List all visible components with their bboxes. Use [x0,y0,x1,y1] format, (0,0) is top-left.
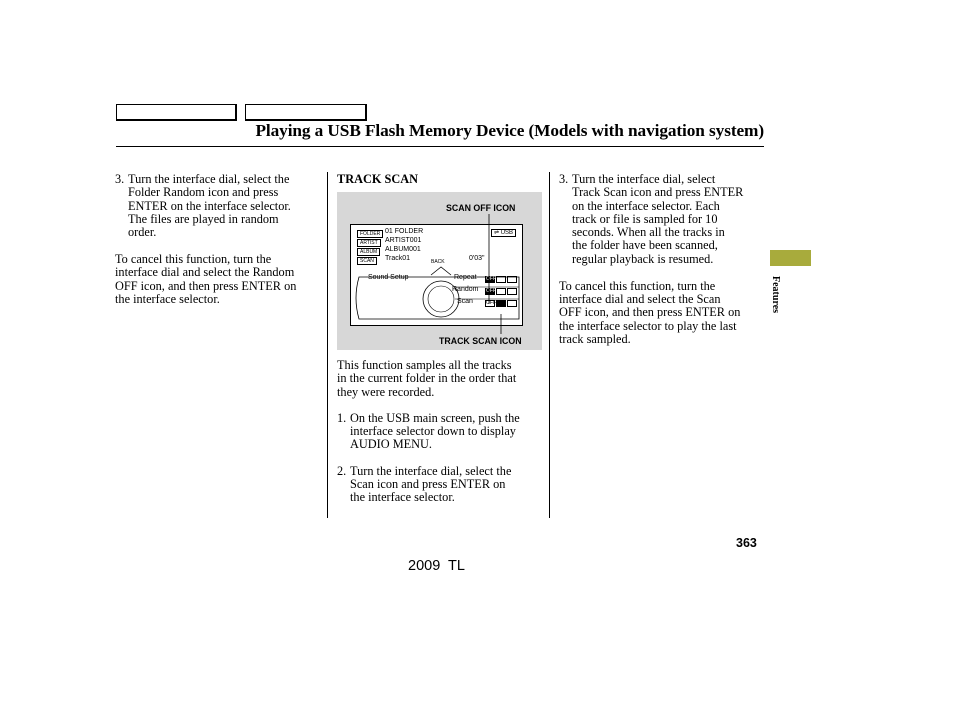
section-label [767,276,783,336]
text-line: To cancel this function, turn the [559,278,716,293]
left-cancel-paragraph [115,253,325,306]
section-tab [770,250,811,266]
text-line: AUDIO MENU. [350,437,432,452]
text-line: ENTER on the interface selector. [128,198,291,213]
right-column [559,173,765,346]
folder-value: 01 FOLDER [385,228,424,235]
header-tab-box-1 [116,104,237,121]
sound-setup-label: Sound Setup [368,274,409,281]
text-line: OFF icon, and then press ENTER on [559,305,741,320]
text-line: they were recorded. [337,384,435,399]
text-line: Turn the interface dial, select the [350,463,512,478]
text-line: regular playback is resumed. [572,251,714,266]
text-line: seconds. When all the tracks in [572,225,725,240]
text-line: interface selector down to display [350,424,516,439]
text-line: Track Scan icon and press ENTER [572,185,744,200]
page-title: Playing a USB Flash Memory Device (Models with navigation system) [255,121,764,140]
album-tag: ALBUM [357,248,380,256]
text-line: interface dial and select the Random [115,265,295,280]
middle-step-2 [337,465,547,505]
callout-lines [337,192,542,350]
usb-label: USB [500,230,514,236]
text-line: interface dial and select the Scan [559,291,721,306]
scan-label: Scan [457,298,473,305]
text-line: Turn the interface dial, select [572,172,716,186]
repeat-label: Repeat [454,274,477,281]
step-number: 3. [115,172,125,186]
step-number: 1. [337,410,347,425]
scan-tag: SCAN [357,257,377,265]
text-line: This function samples all the tracks [337,358,512,372]
right-step-3 [559,173,765,266]
middle-step-1 [337,412,547,452]
text-line: The files are played in random [128,211,279,226]
random-off-icon: OFF [486,288,496,294]
section-heading: TRACK SCAN [337,172,418,186]
album-value: ALBUM001 [385,246,421,253]
scan-off-icon-caption: SCAN OFF ICON [446,203,516,213]
text-line: Folder Random icon and press [128,185,279,200]
repeat-off-icon: OFF [486,276,496,282]
random-label: Random [452,286,479,293]
column-divider-right [549,172,550,518]
intro-paragraph [337,359,547,399]
text-line: track sampled. [559,331,631,346]
text-line: on the interface selector. Each [572,198,720,213]
title-rule [116,146,764,147]
right-cancel-paragraph [559,280,765,346]
step-number: 2. [337,463,347,478]
section-label-text: Features [770,276,781,314]
usb-icon: ⇌ [494,230,500,236]
text-line: in the current folder in the order that [337,371,517,386]
text-line: order. [128,225,157,240]
track-value: Track01 [385,255,411,262]
text-line: the folder have been scanned, [572,238,718,253]
artist-value: ARTIST001 [385,237,422,244]
left-step-3 [115,173,325,239]
artist-tag: ARTIST [357,239,381,247]
text-line: the interface selector to play the last [559,318,737,333]
text-line: Turn the interface dial, select the [128,172,290,186]
scan-off-icon: OFF [486,300,496,306]
text-line: To cancel this function, turn the [115,252,272,267]
text-line: the interface selector. [115,291,220,306]
text-line: Scan icon and press ENTER on [350,477,506,492]
text-line: OFF icon, and then press ENTER on [115,278,297,293]
step-number: 3. [559,172,569,186]
text-line: On the USB main screen, push the [350,410,520,425]
header-tab-box-2 [245,104,367,121]
text-line: track or file is sampled for 10 [572,211,718,226]
page-number: 363 [736,536,757,550]
back-label: BACK [431,259,445,265]
model-footer: 2009 TL [408,558,465,574]
left-column [115,173,325,306]
middle-text [337,359,547,505]
folder-tag: FOLDER [357,230,383,238]
text-line: the interface selector. [350,490,455,505]
audio-menu-figure [337,192,542,350]
elapsed-time: 0'03" [469,255,485,262]
column-divider-left [327,172,328,518]
track-scan-icon-caption: TRACK SCAN ICON [439,336,522,346]
